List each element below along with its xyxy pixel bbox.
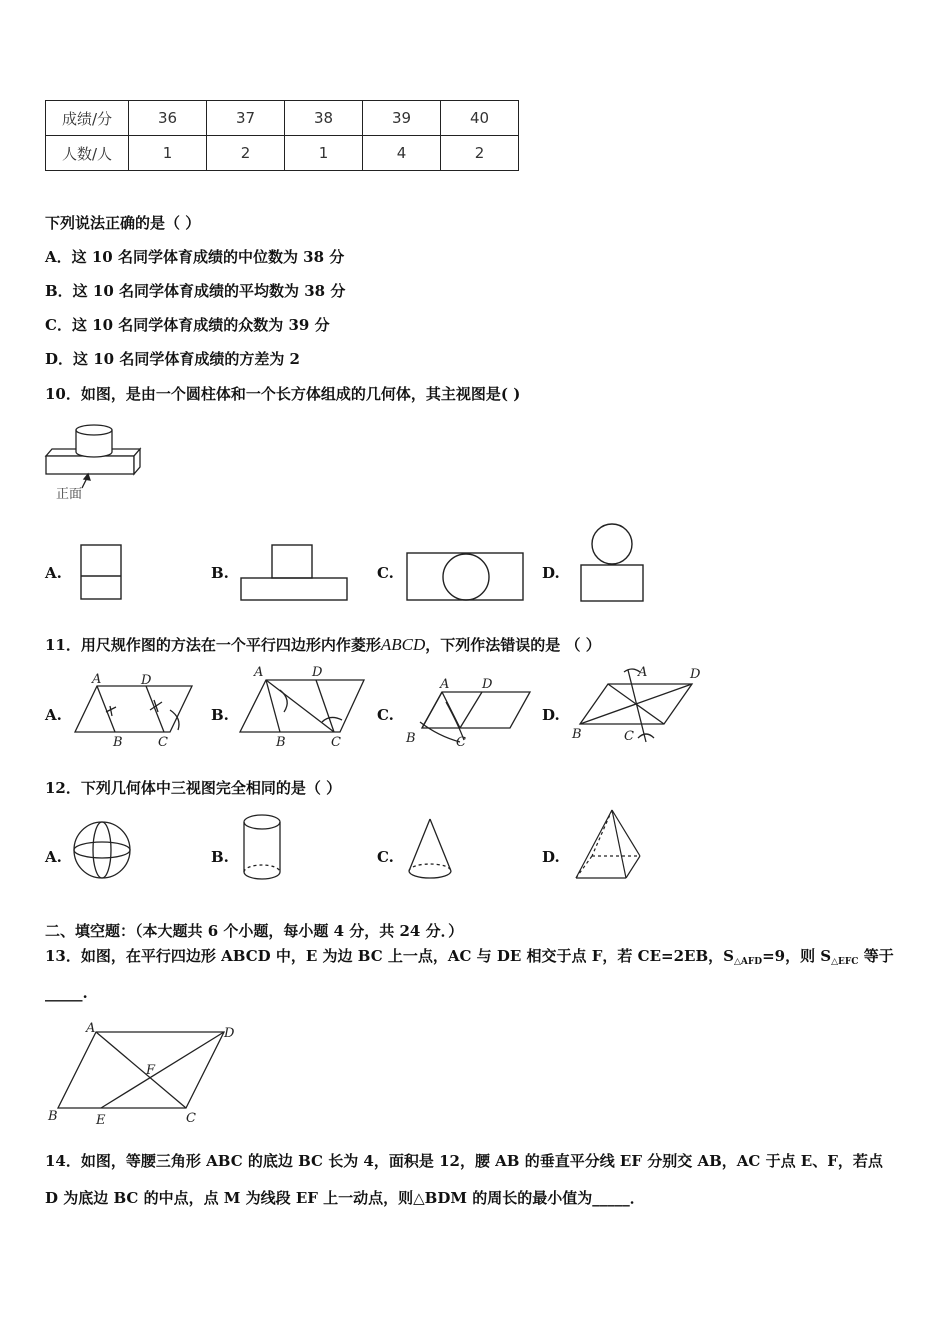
q10-label-d: D. (542, 564, 560, 582)
front-label: 正面 (56, 487, 83, 502)
section-heading: 二、填空题：（本大题共 6 个小题，每小题 4 分，共 24 分．） (45, 922, 464, 940)
q11-option-b-figure (236, 662, 368, 750)
q13-stem (45, 945, 894, 967)
q10-option-c-figure (404, 550, 528, 604)
q13-answer-blank: _____. (45, 984, 88, 1002)
vertex-label: A (638, 665, 648, 680)
table-cell: 人数/人 (46, 136, 129, 171)
fig-label-d: D (224, 1026, 235, 1041)
table-cell: 2 (207, 136, 285, 171)
q11-stem-pre: 11．用尺规作图的方法在一个平行四边形内作菱形 (45, 636, 381, 654)
table-cell: 1 (129, 136, 207, 171)
q11-option-c-figure (402, 672, 534, 752)
vertex-label: D (312, 665, 323, 680)
q14-line-2: D 为底边 BC 的中点，点 M 为线段 EF 上一动点，则△BDM 的周长的最小值为_____． (45, 1189, 645, 1207)
q11-label-b: B. (211, 706, 229, 724)
fig-label-c: C (186, 1111, 196, 1126)
q12-option-b-cylinder (240, 812, 286, 884)
vertex-label: B (572, 727, 582, 742)
vertex-label: B (113, 735, 123, 750)
vertex-label: C (331, 735, 341, 750)
vertex-label: D (141, 673, 152, 688)
q11-stem-post: ，下列作法错误的是 （ ） (425, 636, 601, 654)
fig-label-e: E (96, 1113, 106, 1128)
q13-parallelogram-figure (44, 1018, 240, 1132)
vertex-label: B (406, 731, 416, 746)
table-cell: 39 (363, 101, 441, 136)
q10-option-b-figure (238, 543, 352, 603)
vertex-label: D (482, 677, 493, 692)
q11-stem-math: ABCD (380, 635, 426, 654)
q12-label-c: C. (377, 848, 394, 866)
q10-label-c: C. (377, 564, 394, 582)
q12-stem: 12．下列几何体中三视图完全相同的是（ ） (45, 779, 342, 797)
q13-stem-post: 等于 (858, 947, 894, 965)
q9-stem: 下列说法正确的是（ ） (45, 214, 201, 232)
vertex-label: A (92, 672, 102, 687)
q10-solid-figure (40, 418, 150, 508)
vertex-label: C (624, 729, 634, 744)
table-cell: 成绩/分 (46, 101, 129, 136)
q13-stem-pre: 13．如图，在平行四边形 ABCD 中，E 为边 BC 上一点，AC 与 DE 相交于点 F，若 CE=2EB，S (45, 947, 734, 965)
table-cell: 36 (129, 101, 207, 136)
table-cell: 4 (363, 136, 441, 171)
table-row (46, 136, 519, 171)
q12-label-a: A. (45, 848, 62, 866)
q13-sub-efc: △EFC (831, 957, 859, 967)
vertex-label: C (158, 735, 168, 750)
q11-option-a-figure (70, 670, 200, 750)
q12-option-a-sphere (72, 818, 136, 884)
q14-line-1: 14．如图，等腰三角形 ABC 的底边 BC 长为 4，面积是 12，腰 AB 的垂直平分线 EF 分别交 AB，AC 于点 E、F，若点 (45, 1152, 883, 1170)
q13-sub-afd: △AFD (733, 957, 763, 967)
q11-label-c: C. (377, 706, 394, 724)
q11-option-d-figure (568, 660, 708, 750)
fig-label-b: B (48, 1109, 58, 1124)
q10-stem: 10．如图，是由一个圆柱体和一个长方体组成的几何体，其主视图是( ) (45, 385, 521, 403)
q10-option-d-figure (578, 521, 648, 605)
q10-label-a: A. (45, 564, 62, 582)
table-cell: 2 (441, 136, 519, 171)
q9-option-c: C．这 10 名同学体育成绩的众数为 39 分 (45, 316, 330, 334)
q13-stem-mid: =9，则 S (762, 947, 832, 965)
fig-label-a: A (86, 1021, 96, 1036)
vertex-label: B (276, 735, 286, 750)
q12-label-d: D. (542, 848, 560, 866)
vertex-label: A (440, 677, 450, 692)
q10-label-b: B. (211, 564, 229, 582)
table-cell: 40 (441, 101, 519, 136)
q9-option-a: A．这 10 名同学体育成绩的中位数为 38 分 (45, 248, 345, 266)
table-cell: 37 (207, 101, 285, 136)
q9-option-b: B．这 10 名同学体育成绩的平均数为 38 分 (45, 282, 346, 300)
table-cell: 38 (285, 101, 363, 136)
vertex-label: A (254, 665, 264, 680)
vertex-label: C (456, 735, 466, 750)
table-cell: 1 (285, 136, 363, 171)
table-row (46, 101, 519, 136)
q12-option-c-cone (404, 815, 456, 883)
fig-label-f: F (146, 1063, 156, 1078)
q12-label-b: B. (211, 848, 229, 866)
q12-option-d-pyramid (570, 806, 646, 884)
q11-stem (45, 634, 601, 655)
vertex-label: D (690, 667, 701, 682)
q11-label-a: A. (45, 706, 62, 724)
score-table (45, 100, 519, 171)
q9-option-d: D．这 10 名同学体育成绩的方差为 2 (45, 350, 300, 368)
q11-label-d: D. (542, 706, 560, 724)
q10-option-a-figure (78, 543, 126, 603)
